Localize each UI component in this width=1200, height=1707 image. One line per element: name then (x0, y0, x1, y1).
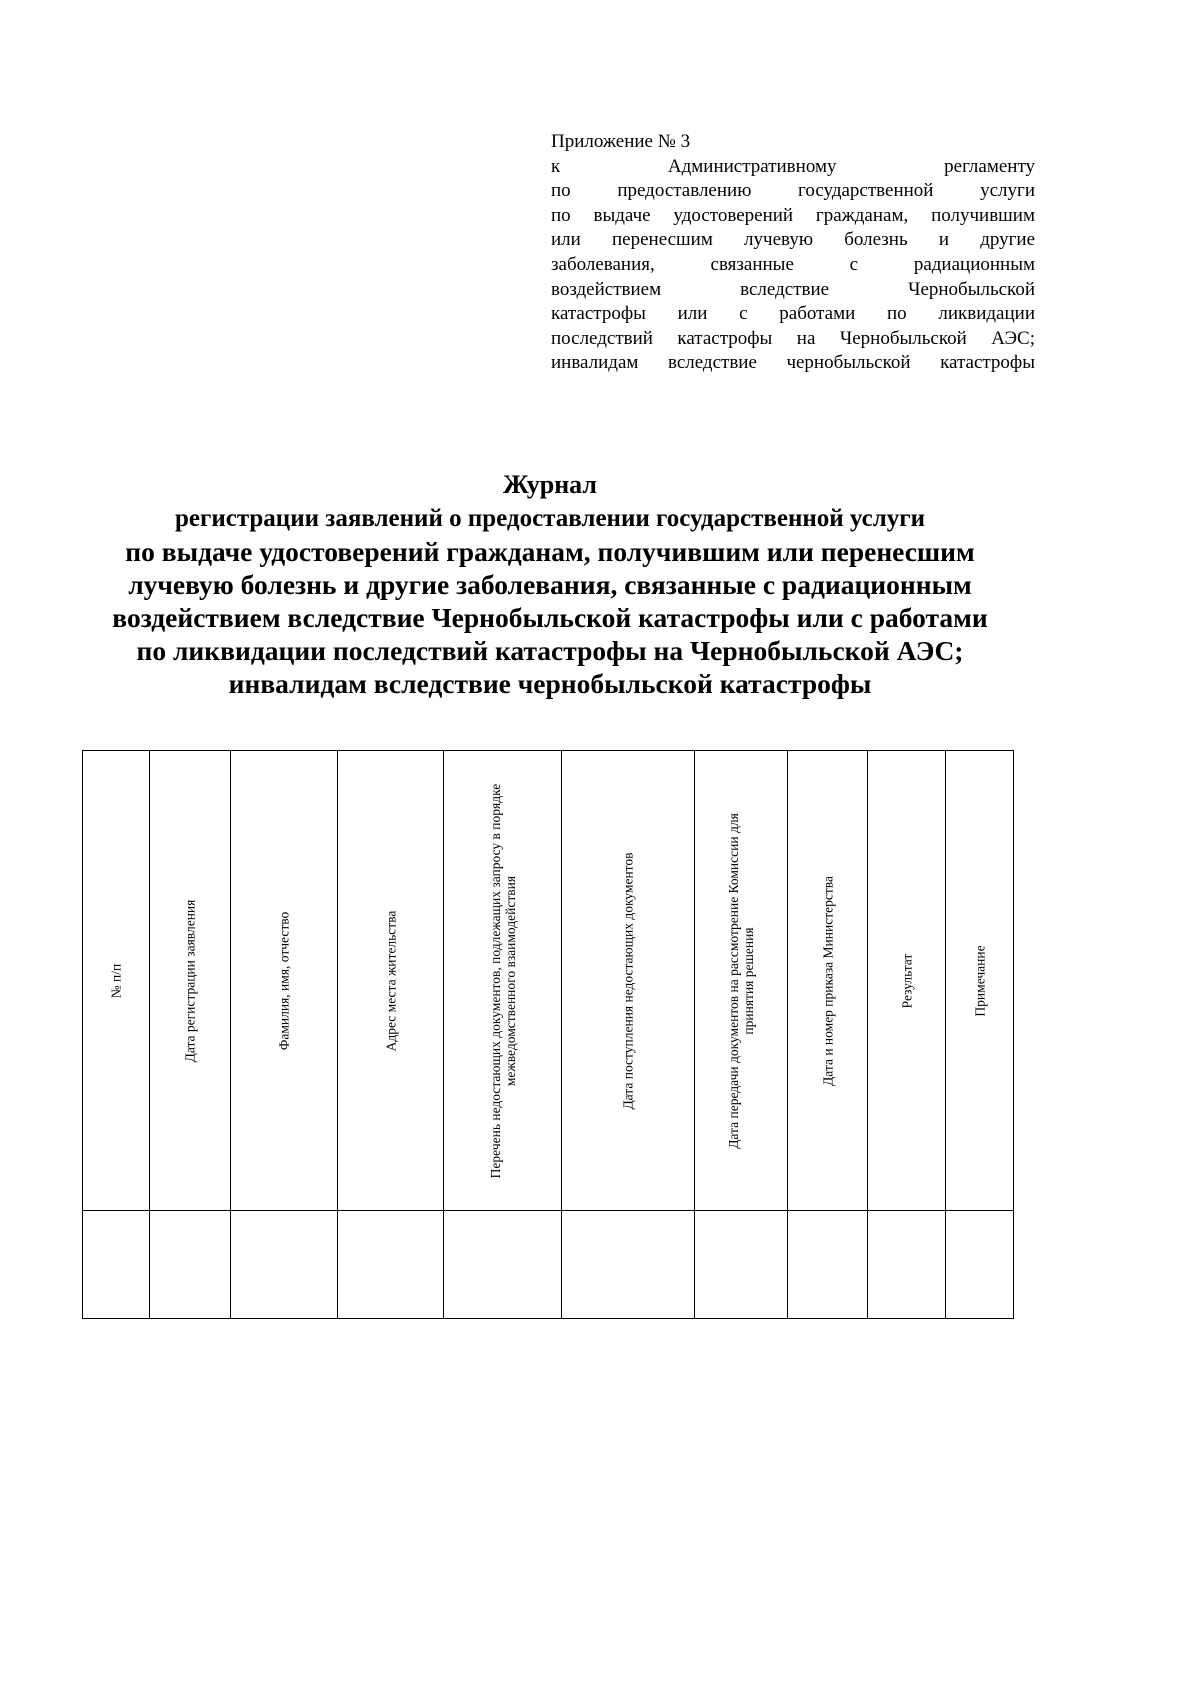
table-row (83, 1211, 1014, 1319)
table-cell[interactable] (338, 1211, 444, 1319)
title-line: регистрации заявлений о предоставлении государственной услуги (174, 505, 926, 532)
title-line: по выдаче удостоверений гражданам, получившим или перенесшим (125, 536, 975, 567)
appendix-line: по выдаче удостоверений гражданам, получившим (551, 204, 1035, 226)
table-cell[interactable] (562, 1211, 695, 1319)
appendix-line: Приложение № 3 (551, 131, 691, 152)
appendix-block (551, 130, 1035, 376)
table-cell[interactable] (231, 1211, 338, 1319)
table-cell[interactable] (788, 1211, 868, 1319)
appendix-line: по предоставлению государственной услуги (551, 180, 1035, 202)
title-line: воздействием вследствие Чернобыльской катастрофы или с работами (112, 602, 988, 633)
column-header: Примечание (946, 751, 1014, 1211)
table-cell[interactable] (946, 1211, 1014, 1319)
appendix-line: воздействием вследствие Чернобыльской (551, 278, 1035, 300)
title-line: лучевую болезнь и другие заболевания, связанные с радиационным (128, 569, 972, 600)
column-header: Адрес места жительства (338, 751, 444, 1211)
column-header: Фамилия, имя, отчество (231, 751, 338, 1211)
column-header: Результат (868, 751, 946, 1211)
table-header-row (83, 751, 1014, 1211)
table-cell[interactable] (868, 1211, 946, 1319)
title-line: по ликвидации последствий катастрофы на Чернобыльской АЭС; (136, 635, 964, 666)
column-header: Перечень недостающих документов, подлежащих запросу в порядке межведомственного взаимодействия (444, 751, 562, 1211)
title-line: инвалидам вследствие чернобыльской катастрофы (228, 668, 872, 699)
table-cell[interactable] (695, 1211, 788, 1319)
journal-title (0, 468, 1100, 700)
column-header: Дата передачи документов на рассмотрение Комиссии для принятия решения (695, 751, 788, 1211)
journal-table (82, 750, 1014, 1319)
title-heading: Журнал (503, 470, 597, 499)
column-header: Дата поступления недостающих документов (562, 751, 695, 1211)
appendix-line: инвалидам вследствие чернобыльской катастрофы (551, 352, 1035, 374)
appendix-line: заболевания, связанные с радиационным (551, 253, 1035, 275)
appendix-line: последствий катастрофы на Чернобыльской АЭС; (551, 327, 1035, 349)
table-cell[interactable] (83, 1211, 150, 1319)
column-header: № п/п (83, 751, 150, 1211)
column-header: Дата и номер приказа Министерства (788, 751, 868, 1211)
appendix-line: или перенесшим лучевую болезнь и другие (551, 229, 1035, 251)
table-cell[interactable] (444, 1211, 562, 1319)
appendix-line: к Административному регламенту (551, 155, 1035, 177)
table-cell[interactable] (150, 1211, 231, 1319)
appendix-line: катастрофы или с работами по ликвидации (551, 303, 1035, 325)
column-header: Дата регистрации заявления (150, 751, 231, 1211)
